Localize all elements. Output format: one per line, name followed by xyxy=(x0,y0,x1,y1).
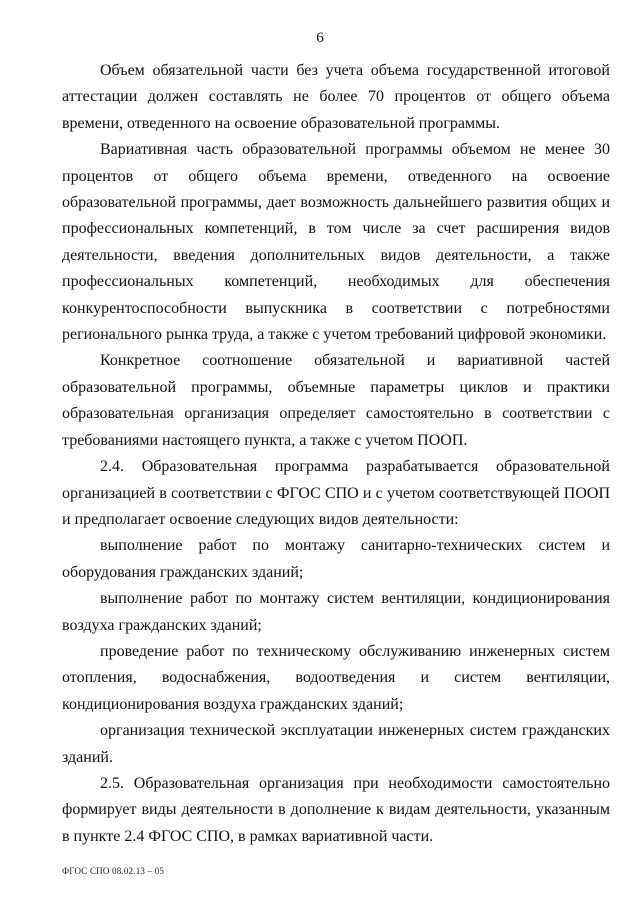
list-item-activity-3: проведение работ по техническому обслуживанию инженерных систем отопления, водоснабжения, водоотведения и систем вентиляции, кондиционирования воздуха гражданских зданий; xyxy=(62,642,610,713)
document-body xyxy=(62,58,610,850)
list-item-activity-1: выполнение работ по монтажу санитарно-технических систем и оборудования гражданских зданий; xyxy=(62,537,610,581)
page-number: 6 xyxy=(316,30,324,46)
paragraph-section-2-5: 2.5. Образовательная организация при необходимости самостоятельно формирует виды деятельности в дополнение к видам деятельности, указанным в пункте 2.4 ФГОС СПО, в рамках вариативной части. xyxy=(62,774,610,845)
paragraph-ratio: Конкретное соотношение обязательной и вариативной частей образовательной программы, объемные параметры циклов и практики образовательная организация определяет самостоятельно в соответствии с требованиями настоящего пункта, а также с учетом ПООП. xyxy=(62,352,610,449)
paragraph-variable-part: Вариативная часть образовательной программы объемом не менее 30 процентов от общего объема времени, отведенного на освоение образовательной программы, дает возможность дальнейшего развития общих и профессиональных компетенций, в том числе за счет расширения видов деятельности, введения дополнительных видов деятельности, а также профессиональных компетенций, необходимых для обеспечения конкурентоспособности выпускника в соответствии с потребностями регионального рынка труда, а также с учетом требований цифровой экономики. xyxy=(62,141,610,344)
paragraph-mandatory-part: Объем обязательной части без учета объема государственной итоговой аттестации должен составлять не более 70 процентов от общего объема времени, отведенного на освоение образовательной программы. xyxy=(62,62,610,132)
paragraph-section-2-4: 2.4. Образовательная программа разрабатывается образовательной организацией в соответствии с ФГОС СПО и с учетом соответствующей ПООП и предполагает освоение следующих видов деятельности: xyxy=(62,458,610,528)
list-item-activity-4: организация технической эксплуатации инженерных систем гражданских зданий. xyxy=(62,722,610,766)
footer-standard-code: ФГОС СПО 08.02.13 – 05 xyxy=(62,866,165,876)
list-item-activity-2: выполнение работ по монтажу систем вентиляции, кондиционирования воздуха гражданских зданий; xyxy=(62,590,610,634)
